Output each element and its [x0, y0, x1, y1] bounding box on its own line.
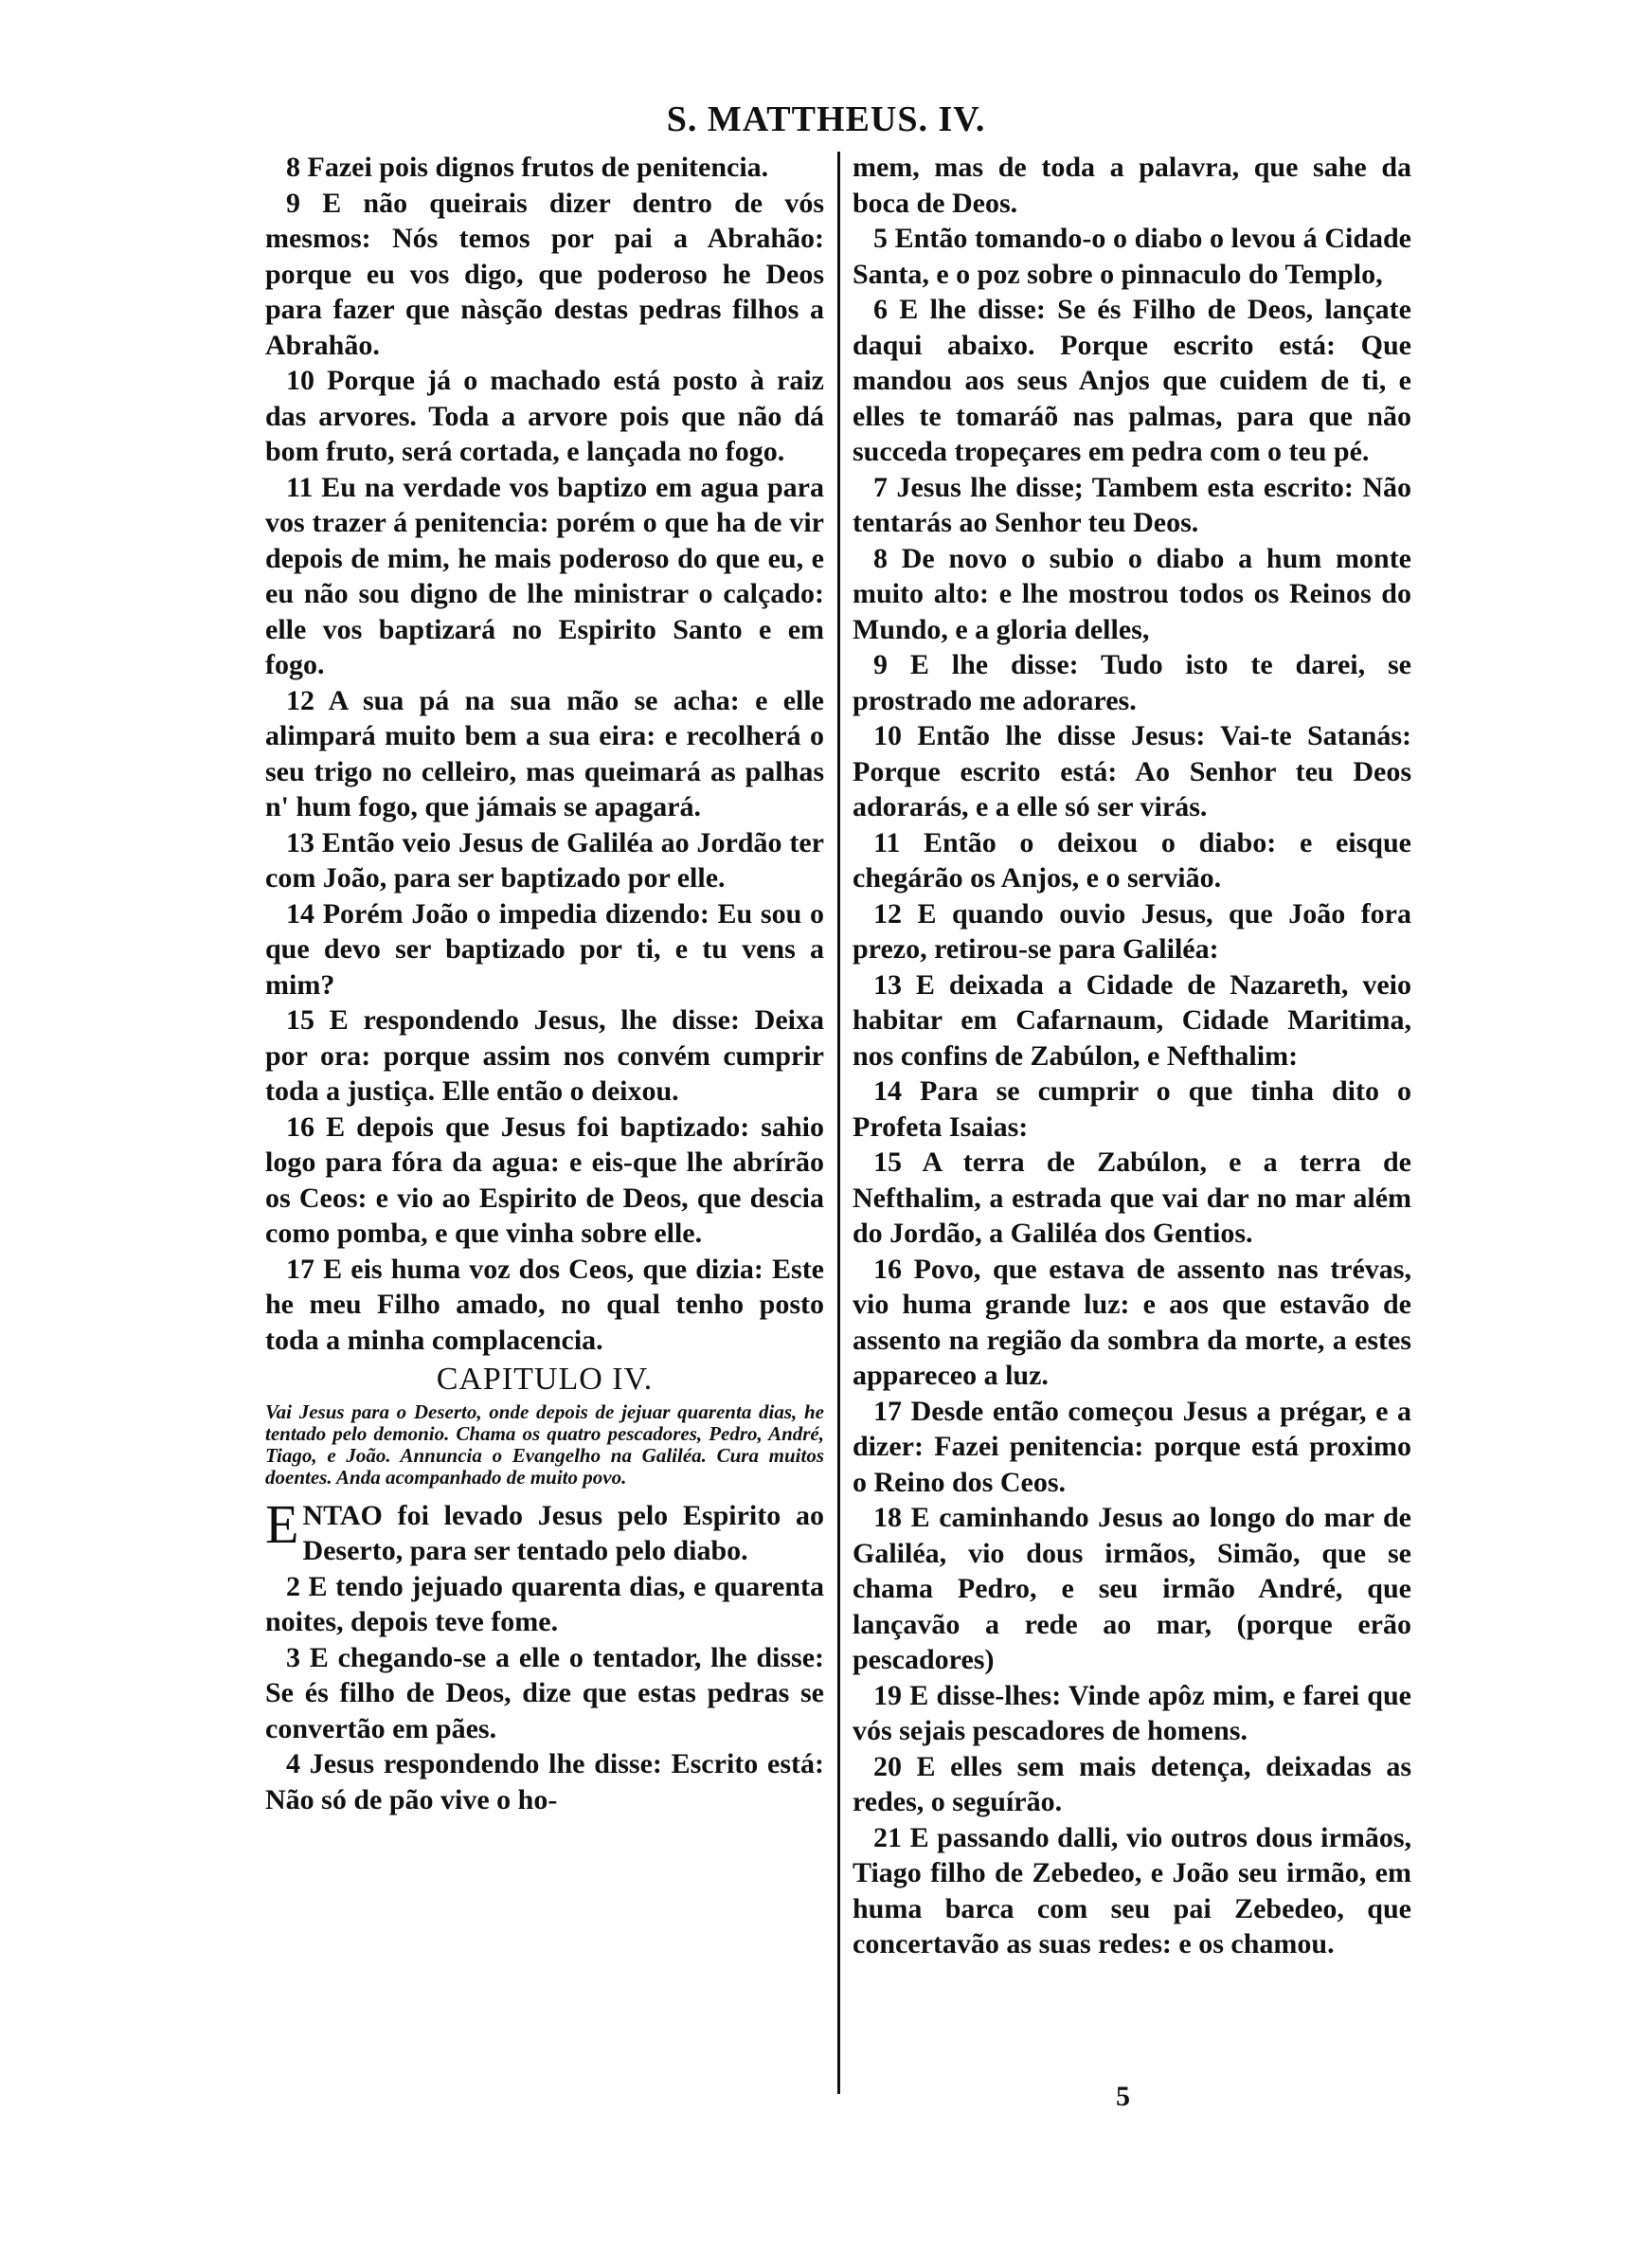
signature-mark: 5 [1116, 2081, 1130, 2112]
page-header: S. MATTHEUS. IV. [666, 99, 986, 139]
verse-16: 16 E depois que Jesus foi baptizado: sahio logo para fóra da agua: e eis-que lhe abrírão os Ceos: e vio ao Espirito de Deos, que descia como pomba, e que vinha sobre elle. [265, 1110, 824, 1249]
verse-13-r: 13 E deixada a Cidade de Nazareth, veio habitar em Cafarnaum, Cidade Maritima, nos confins de Zabúlon, e Nefthalim: [853, 968, 1411, 1072]
verse-20-r: 20 E elles sem mais detença, deixadas as redes, o seguírão. [853, 1750, 1411, 1817]
chapter-first-verse [265, 1492, 824, 1569]
verse-17: 17 E eis huma voz dos Ceos, que dizia: Este he meu Filho amado, no qual tenho posto toda a minha complacencia. [265, 1253, 824, 1356]
verse-8-r: 8 De novo o subio o diabo a hum monte muito alto: e lhe mostrou todos os Reinos do Mundo, e a gloria delles, [853, 542, 1411, 645]
verse-13: 13 Então veio Jesus de Galiléa ao Jordão ter com João, para ser baptizado por elle. [265, 826, 824, 894]
chapter-summary: Vai Jesus para o Deserto, onde depois de jejuar quarenta dias, he tentado pelo demonio. Chama os quatro pescadores, Pedro, André, Tiago, e João. Annuncia o Evangelho na Galiléa. Cura muitos doentes. Anda acompanhado de muito povo. [265, 1399, 824, 1489]
verse-4-continued: mem, mas de toda a palavra, que sahe da boca de Deos. [853, 152, 1411, 219]
verse-14-r: 14 Para se cumprir o que tinha dito o Profeta Isaias: [853, 1075, 1411, 1143]
left-column [265, 150, 824, 1817]
verse-12-r: 12 E quando ouvio Jesus, que João fora prezo, retirou-se para Galiléa: [853, 897, 1411, 965]
verse-15-r: 15 A terra de Zabúlon, e a terra de Nefthalim, a estrada que vai dar no mar além do Jordão, a Galiléa dos Gentios. [853, 1147, 1411, 1249]
verse-5: 5 Então tomando-o o diabo o levou á Cidade Santa, e o poz sobre o pinnaculo do Templo, [853, 223, 1411, 290]
verse-21-r: 21 E passando dalli, vio outros dous irmãos, Tiago filho de Zebedeo, e João seu irmão, em huma barca com seu pai Zebedeo, que concertavão as suas redes: e os chamou. [853, 1821, 1411, 1959]
verse-9-r: 9 E lhe disse: Tudo isto te darei, se prostrado me adorares. [853, 649, 1411, 716]
verse-11-r: 11 Então o deixou o diabo: e eisque chegárão os Anjos, e o servião. [853, 826, 1411, 894]
verse-14: 14 Porém João o impedia dizendo: Eu sou o que devo ser baptizado por ti, e tu vens a mim? [265, 897, 824, 1001]
verse-9: 9 E não queirais dizer dentro de vós mesmos: Nós temos por pai a Abrahão: porque eu vos digo, que poderoso he Deos para fazer que nàsção destas pedras filhos a Abrahão. [265, 187, 824, 361]
column-divider [837, 152, 840, 2094]
verse-10-r: 10 Então lhe disse Jesus: Vai-te Satanás: Porque escrito está: Ao Senhor teu Deos adorarás, e a elle só ser virás. [853, 720, 1411, 822]
verse-18-r: 18 E caminhando Jesus ao longo do mar de Galiléa, vio dous irmãos, Simão, que se chama Pedro, e seu irmão André, que lançavão a rede ao mar, (porque erão pescadores) [853, 1502, 1411, 1675]
verse-17-r: 17 Desde então começou Jesus a prégar, e a dizer: Fazei penitencia: porque está proximo o Reino dos Ceos. [853, 1395, 1411, 1498]
chapter-title: CAPITULO IV. [436, 1362, 654, 1397]
first-verse-text: NTAO foi levado Jesus pelo Espirito ao Deserto, para ser tentado pelo diabo. [302, 1499, 824, 1566]
verse-11: 11 Eu na verdade vos baptizo em agua para vos trazer á penitencia: porém o que ha de vir depois de mim, he mais poderoso do que eu, e eu não sou digno de lhe ministrar o calçado: elle vos baptizará no Espirito Santo e em fogo. [265, 471, 824, 680]
verse-10: 10 Porque já o machado está posto à raiz das arvores. Toda a arvore pois que não dá bom fruto, será cortada, e lançada no fogo. [265, 365, 824, 467]
verse-15: 15 E respondendo Jesus, lhe disse: Deixa por ora: porque assim nos convém cumprir toda a justiça. Elle então o deixou. [265, 1004, 824, 1107]
verse-16-r: 16 Povo, que estava de assento nas trévas, vio huma grande luz: e aos que estavão de assento na região da sombra da morte, a estes appareceo a luz. [853, 1253, 1411, 1391]
chapter-verse-2: 2 E tendo jejuado quarenta dias, e quarenta noites, depois teve fome. [265, 1570, 824, 1637]
chapter-verse-4: 4 Jesus respondendo lhe disse: Escrito está: Não só de pão vive o ho- [265, 1748, 824, 1815]
verse-8: 8 Fazei pois dignos frutos de penitencia. [286, 152, 769, 183]
chapter-verse-3: 3 E chegando-se a elle o tentador, lhe disse: Se és filho de Deos, dize que estas pedras se convertão em pães. [265, 1641, 824, 1744]
verse-6: 6 E lhe disse: Se és Filho de Deos, lançate daqui abaixo. Porque escrito está: Que mandou aos seus Anjos que cuidem de ti, e elles te tomaráõ nas palmas, para que não succeda tropeçares em pedra com o teu pé. [853, 294, 1411, 467]
right-column [853, 150, 1411, 1962]
verse-7: 7 Jesus lhe disse; Tambem esta escrito: Não tentarás ao Senhor teu Deos. [853, 471, 1411, 538]
verse-12: 12 A sua pá na sua mão se acha: e elle alimpará muito bem a sua eira: e recolherá o seu trigo no celleiro, mas queimará as palhas n' hum fogo, que jámais se apagará. [265, 684, 824, 822]
drop-cap: E [265, 1492, 299, 1555]
verse-19-r: 19 E disse-lhes: Vinde apôz mim, e farei que vós sejais pescadores de homens. [853, 1679, 1411, 1746]
